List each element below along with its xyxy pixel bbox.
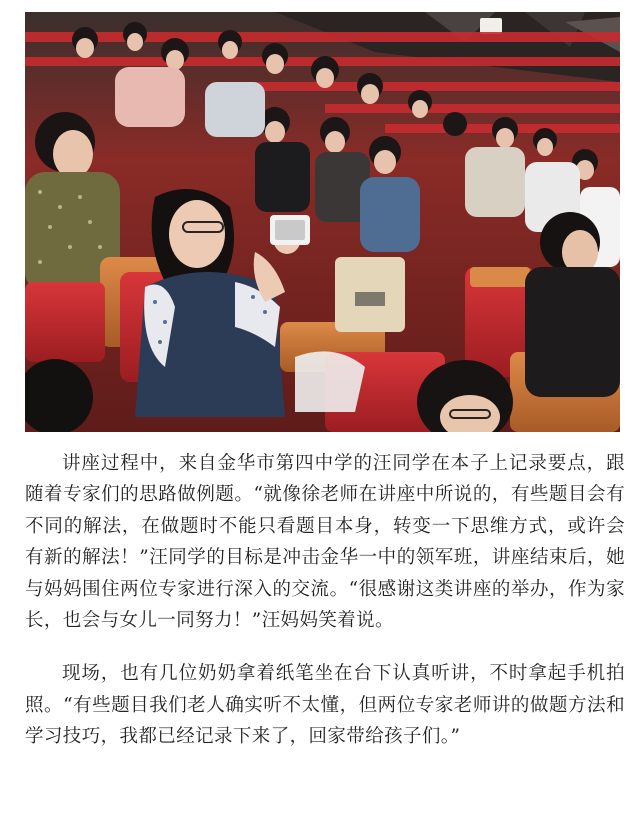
auditorium-photo-illustration	[25, 12, 620, 432]
event-photo	[25, 12, 620, 432]
paragraph-2: 现场，也有几位奶奶拿着纸笔坐在台下认真听讲，不时拿起手机拍照。“有些题目我们老人确实听不太懂，但两位专家老师讲的做题方法和学习技巧，我都已经记录下来了，回家带给孩子们。”	[25, 663, 625, 748]
paragraph-1: 讲座过程中，来自金华市第四中学的汪同学在本子上记录要点，跟随着专家们的思路做例题。“就像徐老师在讲座中所说的，有些题目会有不同的解法，在做题时不能只看题目本身，转变一下思维方式，或许会有新的解法！”汪同学的目标是冲击金华一中的领军班，讲座结束后，她与妈妈围住两位专家进行深入的交流。“很感谢这类讲座的举办，作为家长，也会与女儿一同努力！”汪妈妈笑着说。	[25, 453, 625, 632]
article-body	[25, 448, 625, 753]
